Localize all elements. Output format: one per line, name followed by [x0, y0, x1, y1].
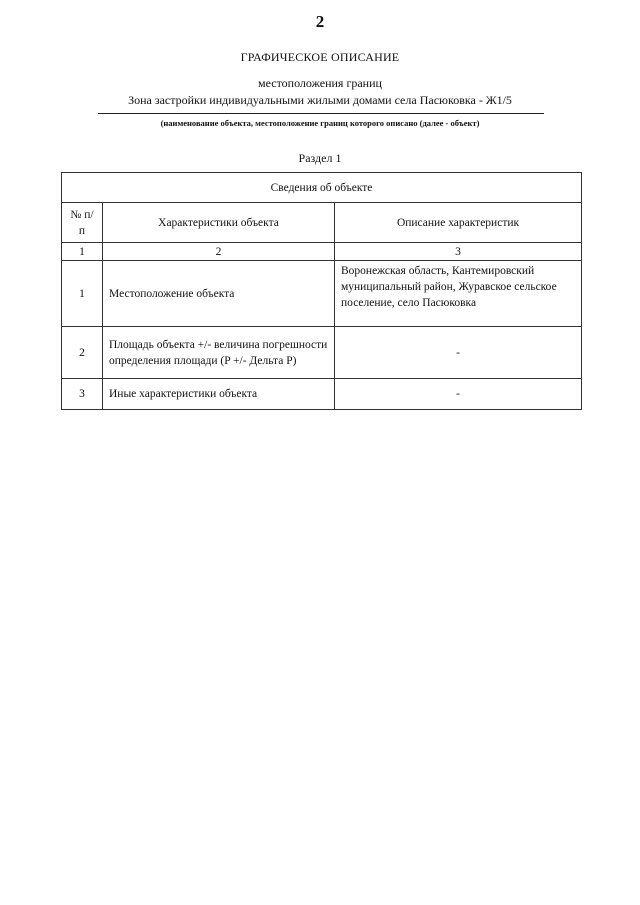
page-number: 2: [315, 12, 325, 31]
document-title: ГРАФИЧЕСКОЕ ОПИСАНИЕ: [240, 50, 400, 64]
row-characteristic: Иные характеристики объекта: [103, 379, 335, 410]
row-num: 1: [62, 261, 103, 327]
row-characteristic: Площадь объекта +/- величина погрешности определения площади (P +/- Дельта P): [103, 327, 335, 379]
column-number: 1: [62, 243, 103, 261]
object-name: Зона застройки индивидуальными жилыми домами села Пасюковка - Ж1/5: [128, 93, 512, 107]
table-header-row: [62, 203, 582, 243]
row-num: 2: [62, 327, 103, 379]
object-name-caption: (наименование объекта, местоположение границ которого описано (далее - объект): [160, 118, 480, 128]
table-caption-row: [62, 173, 582, 203]
row-description: -: [335, 379, 582, 410]
header-num: № п/п: [62, 203, 103, 243]
table-row: [62, 327, 582, 379]
table-caption: Сведения об объекте: [62, 173, 582, 203]
header-description: Описание характеристик: [335, 203, 582, 243]
column-number: 2: [103, 243, 335, 261]
table-row: [62, 379, 582, 410]
section-label: Раздел 1: [298, 151, 342, 165]
column-number: 3: [335, 243, 582, 261]
document-subtitle: местоположения границ: [258, 76, 382, 90]
column-number-row: [62, 243, 582, 261]
row-num: 3: [62, 379, 103, 410]
object-info-table: [61, 172, 582, 410]
row-characteristic: Местоположение объекта: [103, 261, 335, 327]
table-row: [62, 261, 582, 327]
row-description: Воронежская область, Кантемировский муниципальный район, Журавское сельское поселение, село Пасюковка: [335, 261, 582, 327]
row-description: -: [335, 327, 582, 379]
object-name-underline: [98, 113, 544, 114]
header-characteristic: Характеристики объекта: [103, 203, 335, 243]
